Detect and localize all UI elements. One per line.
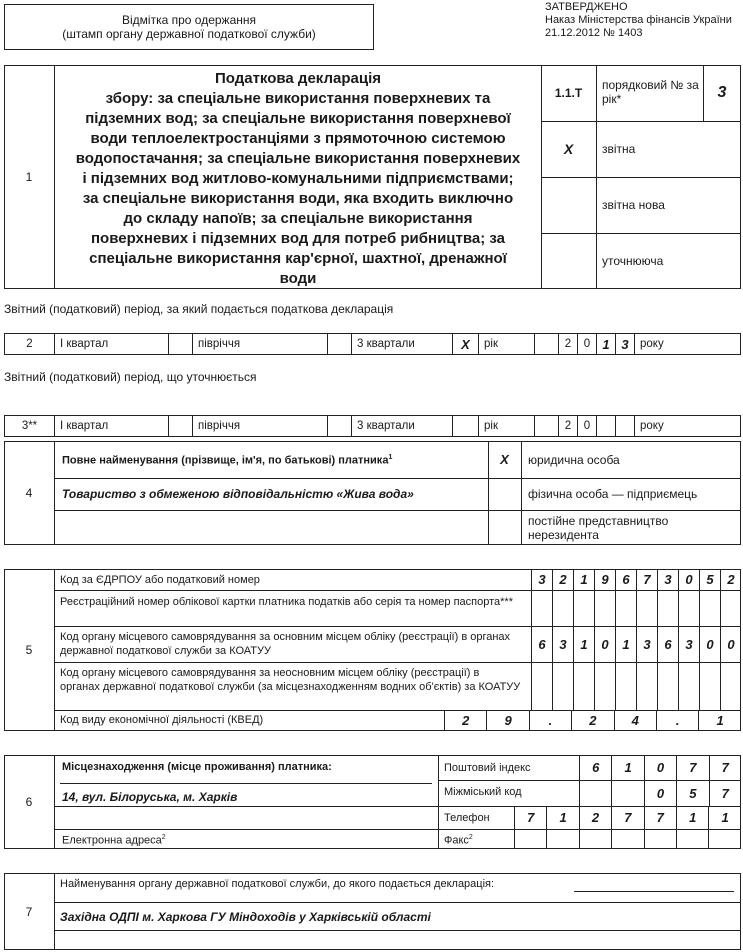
edrpou-digit[interactable]: 5 — [699, 569, 720, 590]
registration-digit[interactable] — [531, 590, 552, 626]
section-3-period-row — [4, 415, 741, 437]
koatuu-main-digit[interactable]: 0 — [720, 626, 741, 662]
registration-digit[interactable] — [552, 590, 573, 626]
year-digit[interactable]: 1 — [597, 334, 616, 355]
edrpou-digit[interactable]: 1 — [573, 569, 594, 590]
year-digit[interactable] — [616, 416, 635, 437]
email-label-text: Електронна адреса — [62, 834, 162, 847]
registration-digit[interactable] — [699, 590, 720, 626]
koatuu-main-digit[interactable]: 1 — [615, 626, 636, 662]
phone-label: Телефон — [444, 812, 490, 824]
year-suffix: року — [635, 334, 741, 355]
registration-digit[interactable] — [573, 590, 594, 626]
approval-note — [545, 1, 732, 40]
koatuu-main-digit[interactable]: 3 — [552, 626, 573, 662]
postal-digit[interactable]: 0 — [644, 755, 676, 780]
three-quarters-label: 3 квартали — [352, 416, 453, 437]
registration-digit[interactable] — [615, 590, 636, 626]
address-label: Місцезнаходження (місце проживання) платника: — [62, 761, 332, 773]
payer-name-label-text: Повне найменування (прізвище, ім'я, по батькові) платника — [62, 454, 389, 467]
legal-entity-mark[interactable]: X — [500, 452, 509, 467]
approved-line1: ЗАТВЕРДЖЕНО — [545, 1, 628, 13]
approved-line3: 21.12.2012 № 1403 — [545, 27, 643, 39]
kved-digit[interactable]: 2 — [571, 710, 613, 731]
opt-legal-entity: юридична особа — [528, 452, 620, 467]
quarter1-checkbox[interactable] — [169, 334, 193, 355]
three-quarters-label: 3 квартали — [352, 334, 453, 355]
year-checkbox[interactable]: X — [453, 334, 479, 355]
phone-digit[interactable]: 1 — [676, 806, 708, 829]
koatuu-main-digit[interactable]: 6 — [657, 626, 678, 662]
report-type-new: звітна нова — [602, 198, 665, 212]
koatuu-main-label: Код органу місцевого самоврядування за основним місцем обліку (реєстрації) в органах державної податкової служби за КОАТУУ — [60, 631, 511, 657]
declaration-title: Податкова декларація — [214, 70, 382, 87]
fax-digit[interactable] — [708, 829, 740, 849]
half-year-checkbox[interactable] — [328, 416, 352, 437]
fax-digit[interactable] — [514, 829, 546, 849]
year-suffix: року — [635, 416, 741, 437]
year-checkbox[interactable] — [453, 416, 479, 437]
year-digit[interactable] — [597, 416, 616, 437]
phone-digit[interactable]: 1 — [546, 806, 578, 829]
postal-digit[interactable]: 7 — [709, 755, 741, 780]
koatuu-secondary-digit[interactable] — [531, 662, 552, 710]
half-year-label: півріччя — [193, 334, 328, 355]
section-4-number: 4 — [25, 486, 33, 500]
koatuu-secondary-digit[interactable] — [720, 662, 741, 710]
tax-office-value[interactable]: Західна ОДПІ м. Харкова ГУ Міндоходів у Харківській області — [60, 910, 431, 924]
form-code: 1.1.Т — [554, 86, 583, 100]
koatuu-main-digit[interactable]: 0 — [594, 626, 615, 662]
intercity-digit[interactable] — [579, 780, 611, 806]
registration-digit[interactable] — [594, 590, 615, 626]
period-caption: Звітний (податковий) період, за який подається податкова декларація — [4, 302, 394, 316]
quarter1-checkbox[interactable] — [169, 416, 193, 437]
fax-label — [444, 834, 473, 847]
edrpou-digit[interactable]: 2 — [720, 569, 741, 590]
postal-code-label: Поштовий індекс — [444, 762, 531, 774]
year-digit[interactable]: 0 — [578, 416, 597, 437]
year-digit[interactable]: 2 — [559, 416, 578, 437]
koatuu-secondary-label: Код органу місцевого самоврядування за неосновним місцем обліку (реєстрації) в органах державної податкової служби (за місцезнаходженням водних об'єктів) за КОАТУУ — [60, 667, 521, 693]
declaration-subtitle: збору: за спеціальне використання поверхневих та підземних вод; за спеціальне використання поверхневої води теплоелектростанціями з прямоточною системою водопостачання; за спеціальне використання поверхневих і підземних вод житлово-комунальними підприємствами; за спеціальне використання води, яка входить виключно до складу напоїв; за спеціальне використання поверхневих і підземних вод для потреб рибництва; за спеціальне використання кар'єрної, шахтної, дренажної води — [75, 90, 521, 287]
section-2-period-row — [4, 333, 741, 355]
section-6-number: 6 — [25, 795, 33, 809]
kved-digit[interactable]: 9 — [486, 710, 528, 731]
year-digit[interactable]: 0 — [578, 334, 597, 355]
phone-digit[interactable]: 7 — [611, 806, 643, 829]
koatuu-secondary-digit[interactable] — [552, 662, 573, 710]
section-3-number: 3** — [5, 416, 55, 437]
section-2-number: 2 — [5, 334, 55, 355]
year-label: рік — [479, 416, 535, 437]
koatuu-secondary-digit[interactable] — [594, 662, 615, 710]
fax-digit[interactable] — [644, 829, 676, 849]
quarter1-label: І квартал — [55, 334, 169, 355]
koatuu-main-digit[interactable]: 1 — [573, 626, 594, 662]
blank-cell — [535, 416, 559, 437]
blank-cell — [535, 334, 559, 355]
half-year-checkbox[interactable] — [328, 334, 352, 355]
koatuu-secondary-digit[interactable] — [636, 662, 657, 710]
edrpou-digit[interactable]: 3 — [531, 569, 552, 590]
fax-digit[interactable] — [546, 829, 578, 849]
tax-office-label: Найменування органу державної податкової служби, до якого подається декларація: — [60, 878, 495, 890]
section-1-number: 1 — [25, 170, 33, 184]
edrpou-digit[interactable]: 7 — [636, 569, 657, 590]
receipt-stamp-box — [4, 4, 374, 50]
approved-line2: Наказ Міністерства фінансів України — [545, 14, 732, 26]
edrpou-label: Код за ЄДРПОУ або податковий номер — [60, 574, 260, 586]
kved-digit[interactable]: 1 — [698, 710, 740, 731]
phone-digit[interactable]: 2 — [579, 806, 611, 829]
period-clarified-caption: Звітний (податковий) період, що уточнюється — [4, 370, 257, 384]
year-digit[interactable]: 2 — [559, 334, 578, 355]
edrpou-digit[interactable]: 3 — [657, 569, 678, 590]
koatuu-secondary-digit[interactable] — [657, 662, 678, 710]
kved-digit[interactable]: 2 — [444, 710, 486, 731]
registration-number-label: Реєстраційний номер облікової картки платника податків або серія та номер паспорта*** — [60, 596, 513, 608]
phone-digit[interactable]: 1 — [708, 806, 740, 829]
registration-digit[interactable] — [657, 590, 678, 626]
fax-digit[interactable] — [676, 829, 708, 849]
stamp-line1: Відмітка про одержання — [122, 13, 256, 27]
intercity-code-label: Міжміський код — [444, 786, 522, 798]
fax-label-text: Факс — [444, 834, 469, 847]
koatuu-main-digit[interactable]: 3 — [636, 626, 657, 662]
section-7-number: 7 — [25, 904, 33, 919]
koatuu-main-digit[interactable]: 3 — [678, 626, 699, 662]
koatuu-secondary-digit[interactable] — [573, 662, 594, 710]
report-type-clarifying: уточнююча — [602, 254, 664, 268]
registration-digit[interactable] — [678, 590, 699, 626]
declaration-title-block — [56, 69, 540, 289]
intercity-digit[interactable]: 5 — [676, 780, 708, 806]
intercity-digit[interactable]: 0 — [644, 780, 676, 806]
year-label: рік — [479, 334, 535, 355]
intercity-digit[interactable]: 7 — [709, 780, 741, 806]
year-digit[interactable]: 3 — [616, 334, 635, 355]
registration-digit[interactable] — [636, 590, 657, 626]
report-type-regular: звітна — [602, 142, 636, 156]
edrpou-digit[interactable]: 6 — [615, 569, 636, 590]
stamp-line2: (штамп органу державної податкової служби) — [62, 27, 316, 41]
postal-digit[interactable]: 1 — [611, 755, 643, 780]
koatuu-main-digit[interactable]: 6 — [531, 626, 552, 662]
koatuu-secondary-digit[interactable] — [615, 662, 636, 710]
half-year-label: півріччя — [193, 416, 328, 437]
kved-digit[interactable]: . — [529, 710, 571, 731]
kved-label: Код виду економічної діяльності (КВЕД) — [60, 714, 264, 726]
phone-digit[interactable]: 7 — [514, 806, 546, 829]
opt-permanent-representation: постійне представництво нерезидента — [528, 514, 669, 542]
email-label — [62, 834, 166, 847]
postal-digit[interactable]: 6 — [579, 755, 611, 780]
order-number-value[interactable]: 3 — [717, 84, 727, 101]
footnote-2: 2 — [468, 834, 473, 841]
order-number-label: порядковий № за рік* — [602, 78, 699, 106]
report-type-mark[interactable]: X — [563, 141, 574, 157]
postal-digit[interactable]: 7 — [676, 755, 708, 780]
edrpou-digit[interactable]: 2 — [552, 569, 573, 590]
footnote-1: 1 — [388, 454, 393, 461]
edrpou-digit[interactable]: 9 — [594, 569, 615, 590]
koatuu-secondary-digit[interactable] — [699, 662, 720, 710]
koatuu-secondary-digit[interactable] — [678, 662, 699, 710]
address-value[interactable]: 14, вул. Білоруська, м. Харків — [62, 790, 238, 804]
payer-name-value[interactable]: Товариство з обмеженою відповідальністю «Жива вода» — [62, 487, 414, 501]
kved-digit[interactable]: . — [656, 710, 698, 731]
fax-digit[interactable] — [579, 829, 611, 849]
footnote-2: 2 — [161, 834, 166, 841]
registration-digit[interactable] — [720, 590, 741, 626]
fax-digit[interactable] — [611, 829, 643, 849]
opt-individual-entrepreneur: фізична особа — підприємець — [528, 487, 698, 501]
kved-digit[interactable]: 4 — [614, 710, 656, 731]
section-5-number: 5 — [25, 643, 33, 657]
payer-name-label — [62, 454, 392, 467]
quarter1-label: І квартал — [55, 416, 169, 437]
intercity-digit[interactable] — [611, 780, 643, 806]
edrpou-digit[interactable]: 0 — [678, 569, 699, 590]
koatuu-main-digit[interactable]: 0 — [699, 626, 720, 662]
phone-digit[interactable]: 7 — [644, 806, 676, 829]
